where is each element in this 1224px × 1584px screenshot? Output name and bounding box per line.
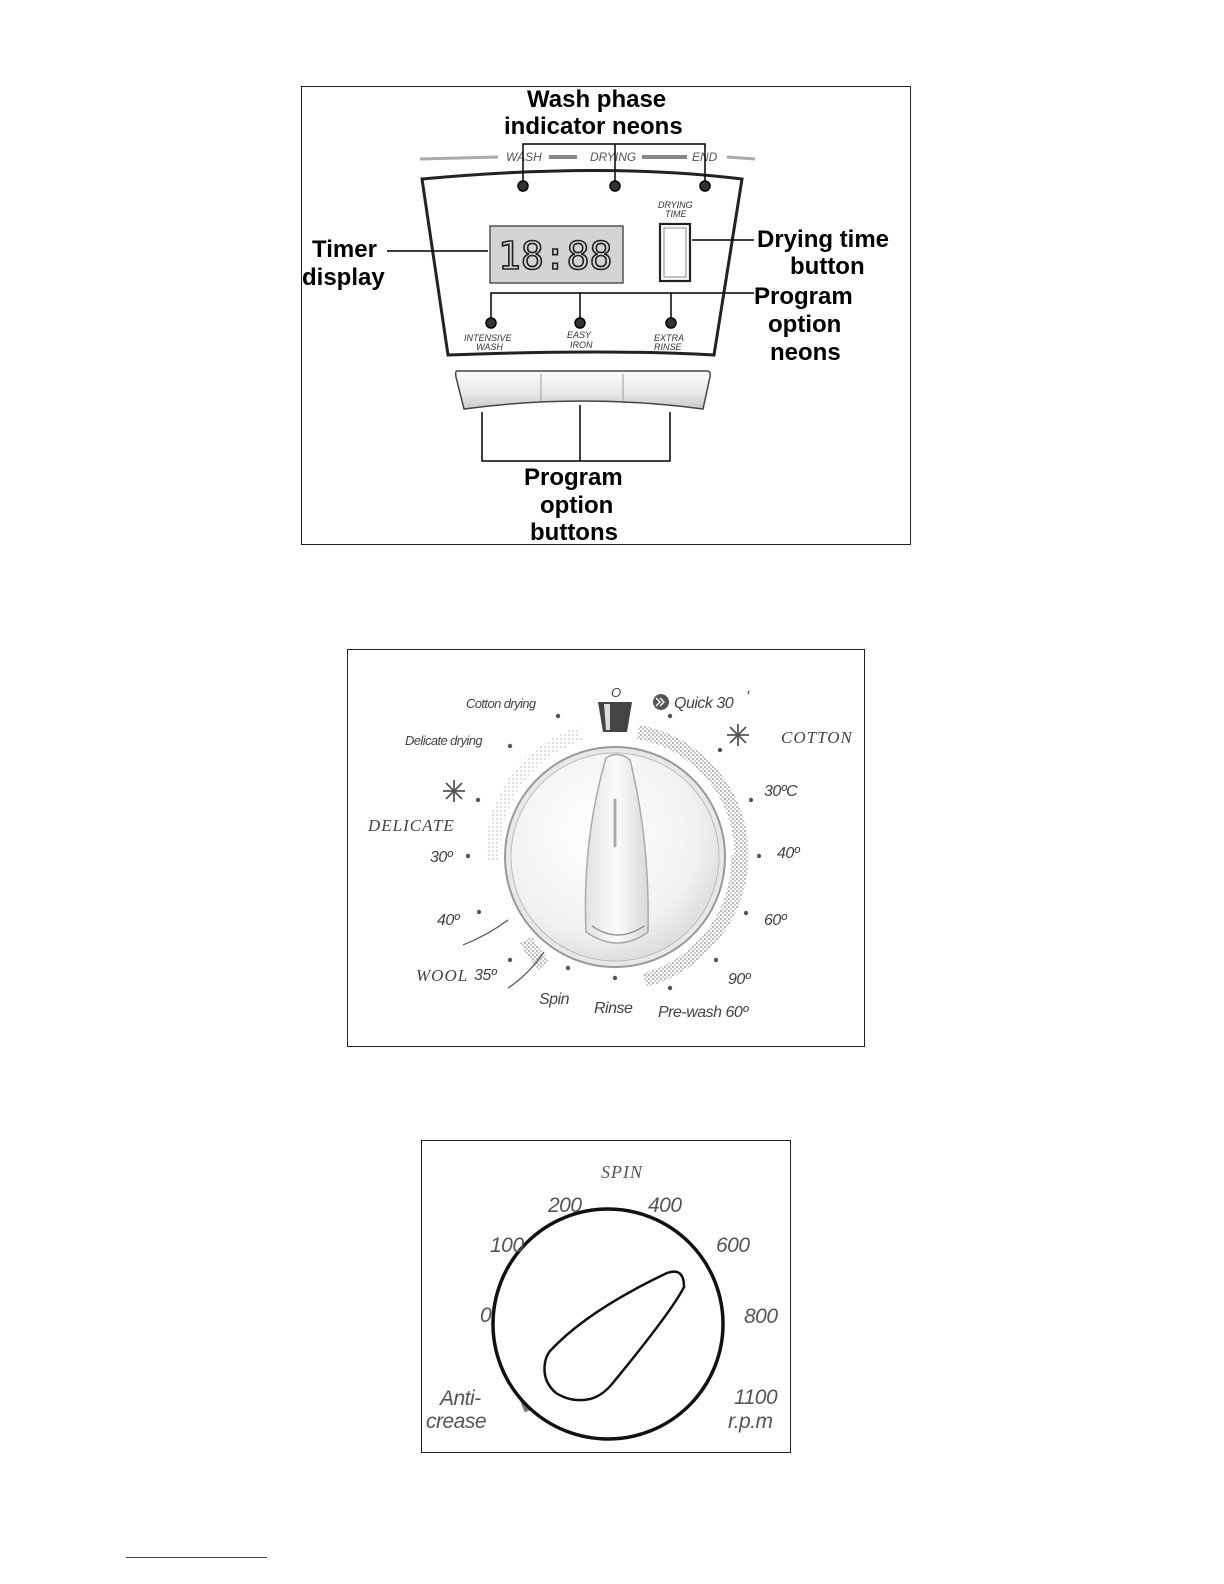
cotton-60-label: 60º: [764, 912, 787, 929]
callout-program-neons-1: Program: [754, 283, 853, 310]
delicate-group-label: DELICATE: [368, 816, 455, 835]
phase-label-end: END: [692, 150, 718, 164]
intensive-wash-neon: [486, 318, 496, 328]
cotton-drying-star-icon: [727, 724, 749, 746]
spin-dial-diagram: [422, 1141, 789, 1451]
option-label-intensive-1: INTENSIVE: [464, 333, 512, 343]
delicate-drying-star-icon: [443, 780, 465, 802]
rinse-label: Rinse: [594, 1000, 633, 1017]
callout-program-buttons-1: Program: [524, 464, 623, 491]
program-dial-figure: [347, 649, 865, 1047]
callout-timer-1: Timer: [312, 236, 377, 263]
spin-speed-400: 400: [648, 1194, 682, 1217]
callout-drying-time-2: button: [790, 253, 865, 280]
cotton-group-label: COTTON: [781, 728, 853, 747]
intensive-wash-button[interactable]: [458, 373, 541, 405]
drying-time-label-2: TIME: [665, 209, 687, 219]
spin-speed-800: 800: [744, 1305, 778, 1328]
delicate-drying-label: Delicate drying: [405, 733, 482, 748]
prewash-label: Pre-wash 60º: [658, 1004, 748, 1021]
spin-speed-1100: 1100: [734, 1386, 778, 1409]
option-label-easy-1: EASY: [567, 330, 592, 340]
spin-speed-100: 100: [490, 1234, 524, 1257]
wool-35-label: 35º: [474, 967, 497, 984]
option-label-extra-1: EXTRA: [654, 333, 685, 343]
extra-rinse-button[interactable]: [623, 373, 707, 405]
program-button-callout-line: [482, 412, 670, 461]
spin-dial-figure: [421, 1140, 791, 1453]
wash-neon: [518, 181, 528, 191]
spin-label: Spin: [539, 991, 570, 1008]
spin-speed-600: 600: [716, 1234, 750, 1257]
spin-speed-200: 200: [548, 1194, 582, 1217]
cotton-90-label: 90º: [728, 971, 751, 988]
phase-label-wash: WASH: [506, 150, 542, 164]
anti-crease-label-1: Anti-: [440, 1387, 481, 1410]
callout-program-buttons-2: option: [540, 492, 614, 519]
quick-30-tick: ': [746, 689, 749, 706]
cotton-40-label: 40º: [777, 845, 800, 862]
end-neon: [700, 181, 710, 191]
option-label-extra-2: RINSE: [654, 342, 682, 352]
timer-display-value: 18:88: [498, 234, 613, 278]
control-panel-diagram: [302, 87, 909, 543]
callout-program-neons-3: neons: [770, 339, 841, 366]
drying-time-label-1: DRYING: [658, 200, 693, 210]
delicate-40-label: 40º: [437, 912, 460, 929]
callout-program-buttons-3: buttons: [530, 519, 618, 543]
anti-crease-label-2: crease: [426, 1410, 487, 1433]
callout-wash-phase-1: Wash phase: [527, 87, 667, 113]
option-label-intensive-2: WASH: [476, 342, 503, 352]
easy-iron-button[interactable]: [541, 373, 623, 403]
callout-wash-phase-2: indicator neons: [504, 113, 683, 140]
wool-dotted-arc: [526, 940, 544, 965]
cotton-30-label: 30ºC: [764, 783, 798, 800]
callout-program-neons-2: option: [768, 311, 842, 338]
delicate-30-label: 30º: [430, 849, 453, 866]
spin-speed-0: 0: [480, 1304, 492, 1327]
drying-neon: [610, 181, 620, 191]
footer-rule: [126, 1557, 267, 1558]
easy-iron-neon: [575, 318, 585, 328]
phase-label-drying: DRYING: [590, 150, 637, 164]
control-panel-figure: [301, 86, 911, 545]
extra-rinse-neon: [666, 318, 676, 328]
quick-wash-icon: [653, 694, 669, 710]
spin-title: SPIN: [601, 1162, 643, 1182]
spin-unit: r.p.m: [728, 1410, 773, 1433]
quick-30-label: Quick 30: [674, 695, 734, 712]
program-dial-diagram: [348, 650, 863, 1045]
off-label: O: [611, 685, 621, 700]
wool-group-label: WOOL: [416, 966, 469, 985]
option-label-easy-2: IRON: [570, 340, 593, 350]
callout-drying-time-1: Drying time: [757, 226, 890, 253]
cotton-drying-label: Cotton drying: [466, 696, 536, 711]
off-pointer: [598, 702, 632, 732]
callout-timer-2: display: [302, 264, 385, 291]
